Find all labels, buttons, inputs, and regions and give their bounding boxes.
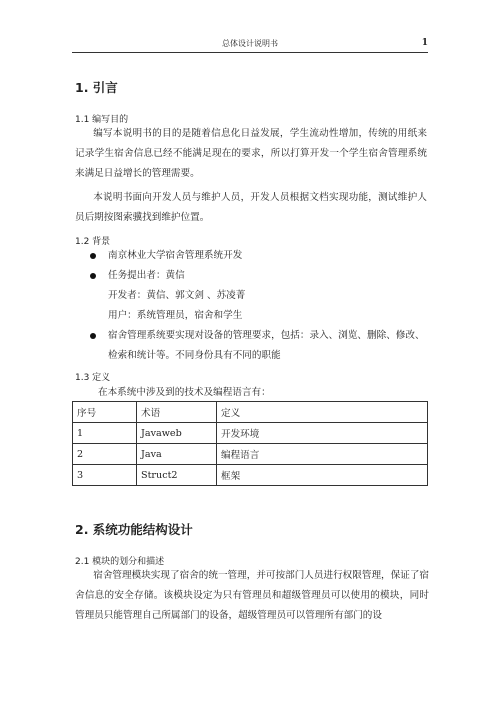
definitions-table xyxy=(72,401,428,486)
list-item-text: 南京林业大学宿舍管理系统开发 xyxy=(108,250,243,261)
page-header xyxy=(72,38,428,53)
section-1-1-title: 1.1 编写目的 xyxy=(75,115,129,125)
table-cell: 框架 xyxy=(217,465,428,486)
list-subitem: 用户：系统管理员，宿舍和学生 xyxy=(108,310,243,321)
list-item xyxy=(90,266,428,286)
page-number: 1 xyxy=(421,38,428,48)
bullet-icon xyxy=(90,273,96,279)
header-title: 总体设计说明书 xyxy=(222,39,278,48)
table-cell: 2 xyxy=(73,444,137,465)
table-row xyxy=(73,444,428,465)
table-cell: 1 xyxy=(73,423,137,444)
bullet-icon xyxy=(90,253,96,259)
section-2-title: 2. 系统功能结构设计 xyxy=(75,522,193,537)
table-header-cell: 定义 xyxy=(217,402,428,423)
table-row xyxy=(73,423,428,444)
list-item xyxy=(90,326,428,366)
section-2-1-title: 2.1 模块的划分和描述 xyxy=(75,557,165,567)
section-1-3-intro: 在本系统中涉及到的技术及编程语言有： xyxy=(98,387,271,398)
table-header-cell: 术语 xyxy=(137,402,217,423)
table-header-cell: 序号 xyxy=(73,402,137,423)
section-1-3-title: 1.3 定义 xyxy=(75,373,111,383)
section-2-1-para: 宿舍管理模块实现了宿舍的统一管理，并可按部门人员进行权限管理，保证了宿舍信息的安全存储。该模块设定为只有管理员和超级管理员可以使用的模块，同时管理员只能管理自己所属部门的设备，超级管理员可以管理所有部门的设 xyxy=(75,570,430,621)
table-cell: 开发环境 xyxy=(217,423,428,444)
table-cell: Javaweb xyxy=(137,423,217,444)
bullet-icon xyxy=(90,333,96,339)
table-cell: Struct2 xyxy=(137,465,217,486)
list-item xyxy=(90,246,428,266)
table-cell: Java xyxy=(137,444,217,465)
section-1-title: 1. 引言 xyxy=(75,80,118,95)
list-subitem: 开发者：黄信、郭文剑 、苏凌菁 xyxy=(108,290,246,301)
section-1-1-para-2: 本说明书面向开发人员与维护人员，开发人员根据文档实现功能，测试维护人员后期按图索骥找到维护位置。 xyxy=(75,192,427,223)
section-1-1-para-1: 编写本说明书的目的是随着信息化日益发展，学生流动性增加，传统的用纸来记录学生宿舍信息已经不能满足现在的要求，所以打算开发一个学生宿舍管理系统来满足日益增长的管理需要。 xyxy=(75,128,427,179)
list-item-text: 宿舍管理系统要实现对设备的管理要求，包括：录入、浏览、删除、修改、检索和统计等。不同身份具有不同的职能 xyxy=(108,330,425,361)
table-cell: 3 xyxy=(73,465,137,486)
section-1-2-title: 1.2 背景 xyxy=(75,237,111,247)
table-header-row xyxy=(73,402,428,423)
table-cell: 编程语言 xyxy=(217,444,428,465)
background-list xyxy=(90,246,428,366)
table-row xyxy=(73,465,428,486)
list-item-text: 任务提出者：黄信 xyxy=(108,270,185,281)
